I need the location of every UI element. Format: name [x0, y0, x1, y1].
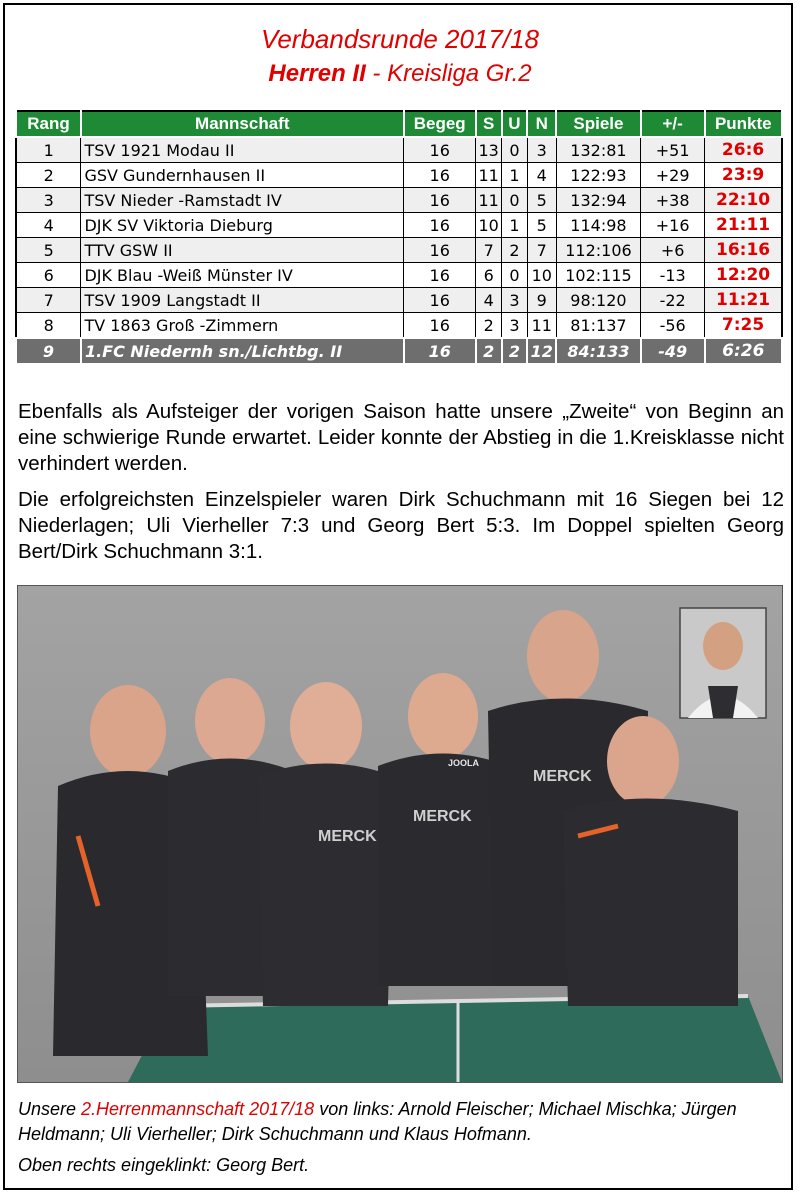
standings-table: [15, 110, 783, 365]
header-begeg: Begeg: [404, 111, 476, 137]
cell-n: 3: [527, 137, 556, 163]
header-diff: +/-: [641, 111, 705, 137]
paragraph-season-summary: Ebenfalls als Aufsteiger der vorigen Saison hatte unsere „Zweite“ von Beginn an eine schwierige Runde erwartet. Leider konnte der Abstieg in die 1.Kreisklasse nicht verhindert werden.: [18, 400, 784, 475]
cell-diff: -49: [641, 338, 705, 364]
cell-s: 7: [476, 238, 502, 263]
team-name: Herren II: [268, 60, 366, 87]
table-row: [16, 288, 782, 313]
table-row: [16, 163, 782, 188]
cell-diff: +38: [641, 188, 705, 213]
cell-begeg: 16: [404, 163, 476, 188]
cell-team: 1.FC Niedernh sn./Lichtbg. II: [81, 338, 404, 364]
header-u: U: [502, 111, 528, 137]
table-row: [16, 213, 782, 238]
cell-n: 5: [527, 188, 556, 213]
cell-u: 0: [502, 137, 528, 163]
league-name: - Kreisliga Gr.2: [365, 60, 532, 87]
cell-s: 10: [476, 213, 502, 238]
header-mannschaft: Mannschaft: [81, 111, 404, 137]
cell-diff: +16: [641, 213, 705, 238]
cell-u: 3: [502, 313, 528, 339]
cell-punkte: 21:11: [705, 213, 782, 238]
caption-names: von links: Arnold Fleischer; Michael Mischka; Jürgen Heldmann; Uli Vierheller; Dirk Schuchmann und Klaus Hofmann.: [18, 1099, 737, 1144]
inset-portrait: [680, 608, 766, 718]
team-photo: [17, 585, 783, 1083]
cell-n: 9: [527, 288, 556, 313]
cell-begeg: 16: [404, 137, 476, 163]
cell-begeg: 16: [404, 288, 476, 313]
photo-caption: [18, 1097, 788, 1147]
cell-n: 10: [527, 263, 556, 288]
header-s: S: [476, 111, 502, 137]
paragraph-player-stats: Die erfolgreichsten Einzelspieler waren Dirk Schuchmann mit 16 Siegen bei 12 Niederlagen; Uli Vierheller 7:3 und Georg Bert 5:3. Im Doppel spielten Georg Bert/Dirk Schuchmann 3:1.: [18, 488, 784, 563]
cell-rang: 2: [16, 163, 81, 188]
cell-diff: +6: [641, 238, 705, 263]
header-punkte: Punkte: [705, 111, 782, 137]
cell-rang: 4: [16, 213, 81, 238]
cell-n: 4: [527, 163, 556, 188]
shirt-text: MERCK: [413, 808, 472, 825]
cell-team: DJK Blau -Weiß Münster IV: [81, 263, 404, 288]
page-subtitle: [0, 60, 800, 88]
table-row: [16, 338, 782, 364]
cell-spiele: 98:120: [556, 288, 641, 313]
cell-rang: 9: [16, 338, 81, 364]
cell-team: TV 1863 Groß -Zimmern: [81, 313, 404, 339]
cell-s: 4: [476, 288, 502, 313]
table-row: [16, 263, 782, 288]
cell-spiele: 84:133: [556, 338, 641, 364]
cell-n: 11: [527, 313, 556, 339]
cell-punkte: 7:25: [705, 313, 782, 339]
cell-u: 0: [502, 263, 528, 288]
table-row: [16, 137, 782, 163]
cell-spiele: 112:106: [556, 238, 641, 263]
cell-begeg: 16: [404, 263, 476, 288]
cell-spiele: 132:81: [556, 137, 641, 163]
cell-team: TTV GSW II: [81, 238, 404, 263]
cell-team: TSV Nieder -Ramstadt IV: [81, 188, 404, 213]
cell-s: 2: [476, 313, 502, 339]
cell-punkte: 26:6: [705, 137, 782, 163]
shirt-text: MERCK: [318, 828, 377, 845]
cell-u: 2: [502, 338, 528, 364]
cell-rang: 1: [16, 137, 81, 163]
cell-team: DJK SV Viktoria Dieburg: [81, 213, 404, 238]
cell-s: 11: [476, 188, 502, 213]
cell-s: 6: [476, 263, 502, 288]
caption-prefix: Unsere: [18, 1099, 82, 1119]
cell-s: 13: [476, 137, 502, 163]
caption-inset-note: Oben rechts eingeklinkt: Georg Bert.: [18, 1155, 310, 1175]
cell-team: GSV Gundernhausen II: [81, 163, 404, 188]
cell-spiele: 114:98: [556, 213, 641, 238]
cell-rang: 5: [16, 238, 81, 263]
cell-s: 2: [476, 338, 502, 364]
cell-punkte: 6:26: [705, 338, 782, 364]
cell-spiele: 132:94: [556, 188, 641, 213]
cell-n: 12: [527, 338, 556, 364]
table-row: [16, 188, 782, 213]
cell-u: 2: [502, 238, 528, 263]
header-spiele: Spiele: [556, 111, 641, 137]
cell-begeg: 16: [404, 238, 476, 263]
page-title: Verbandsrunde 2017/18: [260, 24, 540, 54]
table-row: [16, 313, 782, 339]
cell-rang: 3: [16, 188, 81, 213]
cell-diff: +29: [641, 163, 705, 188]
cell-punkte: 22:10: [705, 188, 782, 213]
cell-diff: -22: [641, 288, 705, 313]
caption-team-highlight: 2.Herrenmannschaft 2017/18: [81, 1099, 315, 1119]
cell-diff: -13: [641, 263, 705, 288]
cell-spiele: 81:137: [556, 313, 641, 339]
cell-s: 11: [476, 163, 502, 188]
table-header-row: [16, 111, 782, 137]
cell-rang: 7: [16, 288, 81, 313]
cell-u: 0: [502, 188, 528, 213]
cell-rang: 6: [16, 263, 81, 288]
cell-punkte: 12:20: [705, 263, 782, 288]
cell-punkte: 16:16: [705, 238, 782, 263]
cell-begeg: 16: [404, 188, 476, 213]
cell-begeg: 16: [404, 313, 476, 339]
cell-u: 1: [502, 163, 528, 188]
cell-n: 7: [527, 238, 556, 263]
cell-rang: 8: [16, 313, 81, 339]
brand-text: JOOLA: [448, 758, 480, 768]
cell-u: 3: [502, 288, 528, 313]
header-n: N: [527, 111, 556, 137]
table-row: [16, 238, 782, 263]
cell-n: 5: [527, 213, 556, 238]
cell-team: TSV 1909 Langstadt II: [81, 288, 404, 313]
header-rang: Rang: [16, 111, 81, 137]
cell-punkte: 23:9: [705, 163, 782, 188]
cell-punkte: 11:21: [705, 288, 782, 313]
cell-team: TSV 1921 Modau II: [81, 137, 404, 163]
cell-diff: +51: [641, 137, 705, 163]
cell-spiele: 102:115: [556, 263, 641, 288]
cell-diff: -56: [641, 313, 705, 339]
shirt-text: MERCK: [533, 768, 592, 785]
cell-begeg: 16: [404, 338, 476, 364]
cell-spiele: 122:93: [556, 163, 641, 188]
cell-begeg: 16: [404, 213, 476, 238]
cell-u: 1: [502, 213, 528, 238]
